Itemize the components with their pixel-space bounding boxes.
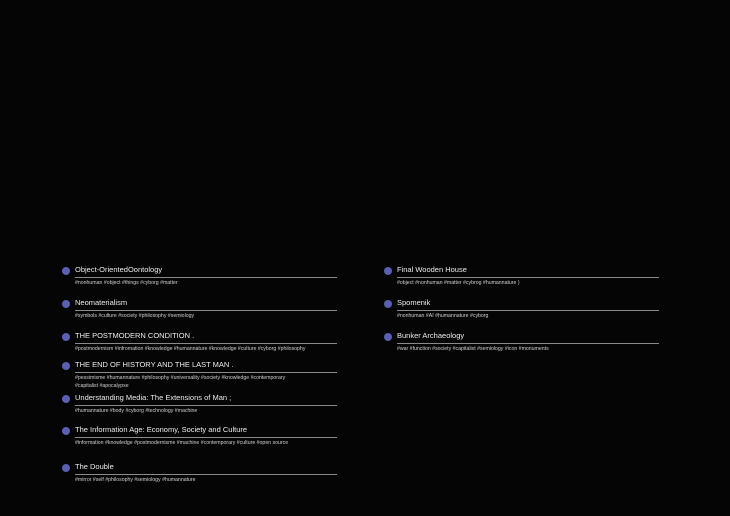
bullet-icon (62, 427, 70, 435)
bullet-icon (384, 267, 392, 275)
entry-title[interactable]: THE POSTMODERN CONDITION . (75, 331, 195, 340)
entry-title[interactable]: Final Wooden House (397, 265, 467, 274)
divider (75, 310, 337, 311)
divider (75, 437, 337, 438)
entry-title[interactable]: Bunker Archaeology (397, 331, 465, 340)
entry-title[interactable]: The Information Age: Economy, Society and Culture (75, 425, 248, 434)
entry-tags: #mirror #self #philosophy #semiology #humannature (75, 477, 196, 483)
entry-title[interactable]: Neomaterialism (75, 298, 128, 307)
entry-title[interactable]: The Double (75, 462, 114, 471)
divider (397, 343, 659, 344)
entry-title[interactable]: Understanding Media: The Extensions of Man ; (75, 393, 232, 402)
bullet-icon (62, 464, 70, 472)
divider (75, 343, 337, 344)
entry-tags: #war #function #society #capitalist #semiology #icon #monuments (397, 346, 549, 352)
bullet-icon (62, 300, 70, 308)
entry-tags: #humannature #body #cyborg #technology #machine (75, 408, 198, 414)
bullet-icon (384, 333, 392, 341)
divider (75, 474, 337, 475)
bullet-icon (384, 300, 392, 308)
divider (75, 372, 337, 373)
entry-tags: #information #knowledge #postmodernisme #machine #contemporary #culture #open source (75, 440, 289, 446)
bullet-icon (62, 362, 70, 370)
divider (75, 277, 337, 278)
entry-title[interactable]: Spomenik (397, 298, 431, 307)
entry-title[interactable]: THE END OF HISTORY AND THE LAST MAN . (75, 360, 234, 369)
divider (397, 310, 659, 311)
bullet-icon (62, 267, 70, 275)
entry-tags: #nonhuman #object #things #cyborg #matter (75, 280, 178, 286)
entry-tags: #pessimisme #humannature #philosophy #universality #society #knowledge #contemporary #capitalist #apocalypse (75, 375, 286, 389)
entry-tags: #symbols #culture #society #philosophy #semiology (75, 313, 195, 319)
bullet-icon (62, 395, 70, 403)
bullet-icon (62, 333, 70, 341)
entry-tags: #postmodernism #infromation #knowledge #humannature #knowledge #culture #cyborg #philosophy (75, 346, 306, 352)
divider (75, 405, 337, 406)
divider (397, 277, 659, 278)
entry-title[interactable]: Object-OrientedOontology (75, 265, 163, 274)
entry-tags: #nonhuman #AI #humannature #cyborg (397, 313, 489, 319)
entry-tags: #object #nonhuman #matter #cybrog #humannature ) (397, 280, 520, 286)
